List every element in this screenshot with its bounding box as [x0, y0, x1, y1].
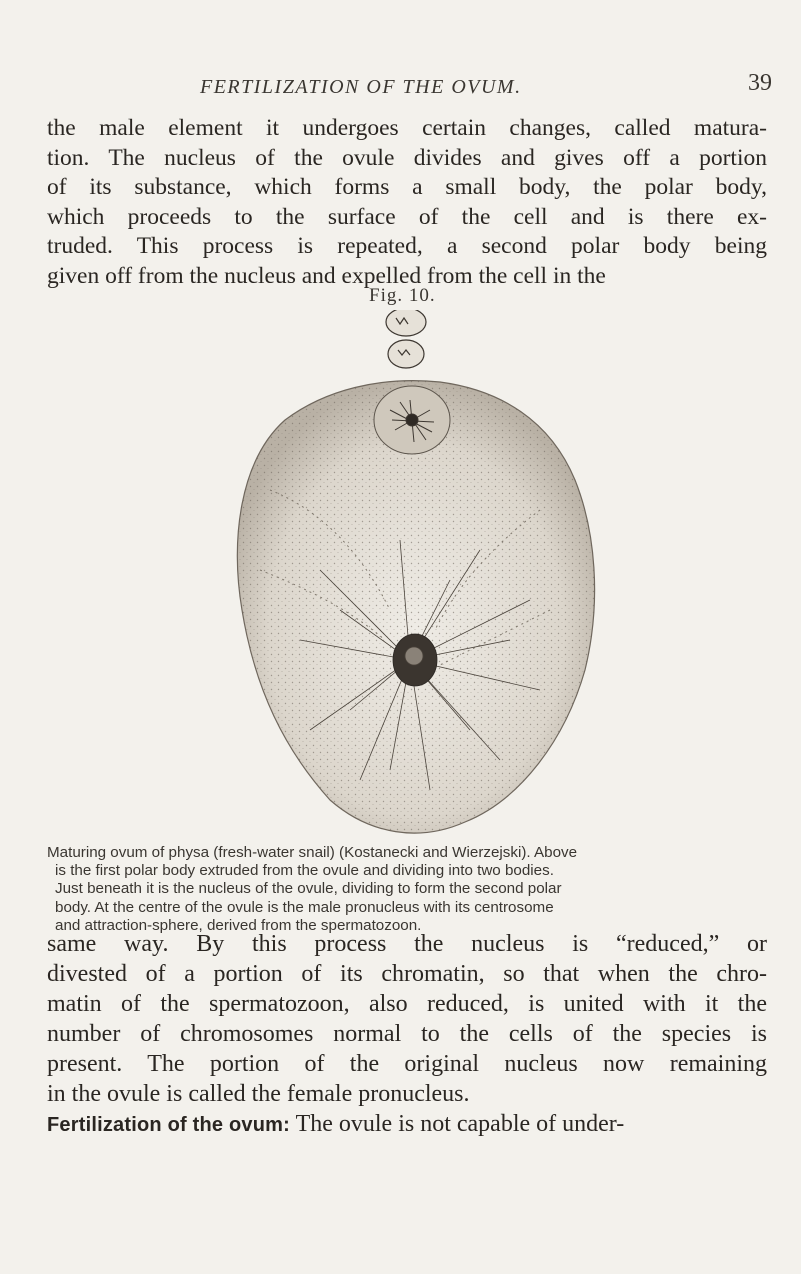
first-polar-body: [386, 310, 426, 368]
text-line: given off from the nucleus and expelled from the cell in the: [47, 262, 606, 289]
running-head: FERTILIZATION OF THE OVUM.: [200, 76, 522, 98]
text-line: same way. By this process the nucleus is “reduced,” or: [47, 931, 767, 957]
text-line: present. The portion of the original nucleus now remaining: [47, 1051, 767, 1077]
text-line: divested of a portion of its chromatin, so that when the chro-: [47, 961, 767, 987]
ovum-illustration: [200, 310, 610, 840]
page-header: [0, 70, 801, 106]
caption-line: is the first polar body extruded from the ovule and dividing into two bodies.: [55, 862, 554, 880]
text-line: number of chromosomes normal to the cells of the species is: [47, 1021, 767, 1047]
section-text: The ovule is not capable of under-: [295, 1111, 625, 1137]
bottom-paragraph: [47, 929, 767, 1140]
text-line: tion. The nucleus of the ovule divides and gives off a portion: [47, 144, 767, 171]
section-heading: Fertilization of the ovum:: [47, 1114, 290, 1136]
caption-line: Maturing ovum of physa (fresh-water snail) (Kostanecki and Wierzejski). Above: [47, 844, 578, 861]
caption-line: body. At the centre of the ovule is the male pronucleus with its centrosome: [55, 898, 554, 916]
caption-line: and attraction-sphere, derived from the spermatozoon.: [55, 916, 422, 934]
section-line: [47, 1109, 767, 1140]
text-line: matin of the spermatozoon, also reduced, is united with it the: [47, 991, 767, 1017]
text-line: which proceeds to the surface of the cell and is there ex-: [47, 203, 767, 230]
text-line: the male element it undergoes certain changes, called matura-: [47, 115, 767, 141]
page-number: 39: [748, 70, 772, 96]
second-polar-spindle: [374, 386, 450, 454]
top-paragraph: [47, 114, 767, 291]
text-line: in the ovule is called the female pronucleus.: [47, 1081, 470, 1107]
figure-label: Fig. 10.: [369, 285, 436, 306]
caption-line: Just beneath it is the nucleus of the ovule, dividing to form the second polar: [55, 880, 562, 898]
text-line: truded. This process is repeated, a second polar body being: [47, 233, 767, 259]
text-line: of its substance, which forms a small body, the polar body,: [47, 174, 767, 200]
figure-caption: [47, 844, 769, 935]
